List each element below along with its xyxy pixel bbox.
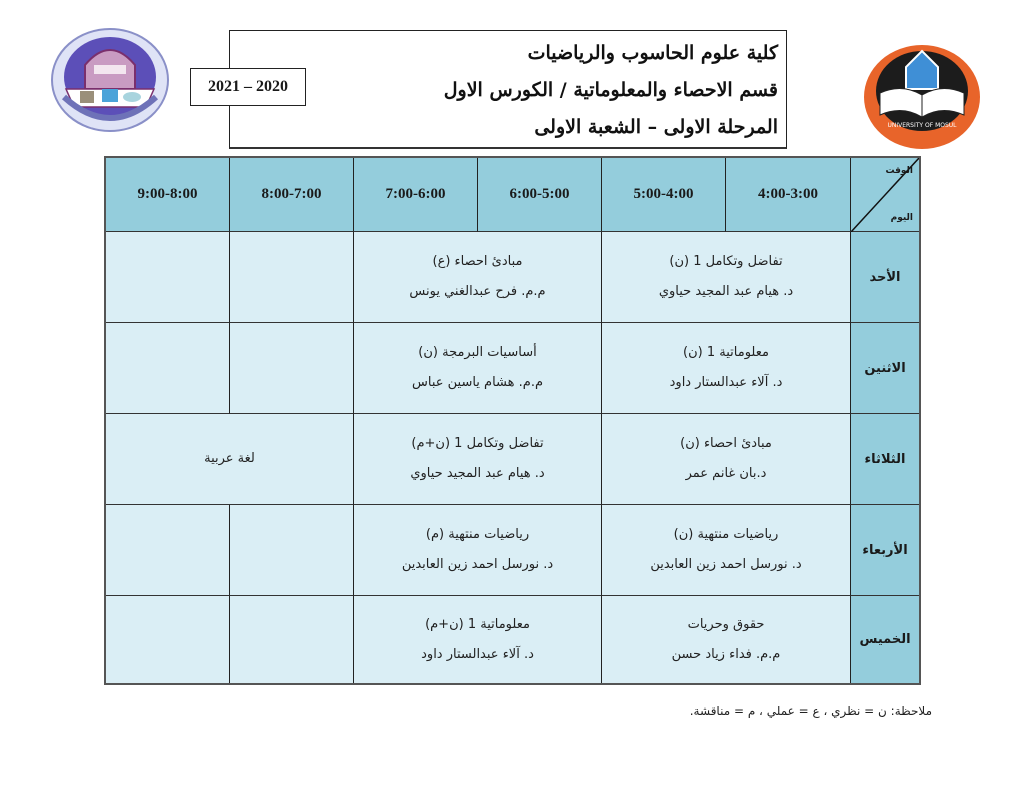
title-box xyxy=(229,30,787,149)
session-cell xyxy=(602,323,851,414)
timetable xyxy=(104,156,921,685)
empty-cell xyxy=(230,596,354,683)
session-cell xyxy=(354,505,602,596)
session-instructor: د.بان غانم عمر xyxy=(685,466,767,481)
empty-cell xyxy=(106,505,230,596)
session-cell xyxy=(354,232,602,323)
time-slot-header: 9:00-8:00 xyxy=(106,158,230,232)
session-subject: مبادئ احصاء (ن) xyxy=(680,436,772,451)
empty-cell xyxy=(230,232,354,323)
session-instructor: د. هيام عبد المجيد حياوي xyxy=(410,466,545,481)
session-instructor: م.م. فرح عبدالغني يونس xyxy=(409,284,546,299)
session-cell xyxy=(602,232,851,323)
time-slot-header: 4:00-3:00 xyxy=(726,158,851,232)
time-slot-header: 6:00-5:00 xyxy=(478,158,602,232)
session-instructor: د. هيام عبد المجيد حياوي xyxy=(658,284,794,299)
day-monday: الاثنين xyxy=(851,323,919,414)
session-subject: مبادئ احصاء (ع) xyxy=(432,254,523,269)
session-subject: حقوق وحريات xyxy=(687,616,765,632)
empty-cell xyxy=(230,505,354,596)
session-subject: رياضيات منتهية (م) xyxy=(425,527,530,542)
session-cell xyxy=(602,596,851,683)
session-instructor: د. آلاء عبدالستار داود xyxy=(669,375,783,390)
svg-text:UNIVERSITY OF MOSUL: UNIVERSITY OF MOSUL xyxy=(887,122,957,129)
session-subject: تفاضل وتكامل 1 (ن) xyxy=(669,254,783,269)
session-subject: رياضيات منتهية (ن) xyxy=(673,527,779,542)
university-logo xyxy=(862,43,982,151)
time-slot-header: 5:00-4:00 xyxy=(602,158,726,232)
academic-year: 2021 – 2020 xyxy=(190,68,306,106)
session-subject: معلوماتية 1 (ن+م) xyxy=(425,616,530,632)
session-cell xyxy=(354,596,602,683)
day-thursday: الخميس xyxy=(851,596,919,683)
day-label: اليوم xyxy=(890,213,913,223)
session-cell xyxy=(602,414,851,505)
day-sunday: الأحد xyxy=(851,232,919,323)
time-label: الوقت xyxy=(885,166,913,176)
college-name: كلية علوم الحاسوب والرياضيات xyxy=(527,42,778,64)
college-logo xyxy=(50,27,170,133)
stage-section: المرحلة الاولى – الشعبة الاولى xyxy=(534,116,778,138)
time-slot-header: 7:00-6:00 xyxy=(354,158,478,232)
corner-header xyxy=(851,158,919,232)
empty-cell xyxy=(106,232,230,323)
session-instructor: د. نورسل احمد زين العابدين xyxy=(650,557,802,572)
session-cell xyxy=(354,323,602,414)
session-instructor: م.م. فداء زياد حسن xyxy=(671,646,781,662)
session-subject: أساسيات البرمجة (ن) xyxy=(418,345,537,360)
empty-cell xyxy=(230,323,354,414)
department-name: قسم الاحصاء والمعلوماتية / الكورس الاول xyxy=(443,79,778,101)
session-cell xyxy=(106,414,354,505)
session-subject: تفاضل وتكامل 1 (ن+م) xyxy=(411,436,544,451)
day-tuesday: الثلاثاء xyxy=(851,414,919,505)
session-subject: لغة عربية xyxy=(204,451,255,466)
day-wednesday: الأربعاء xyxy=(851,505,919,596)
session-cell xyxy=(602,505,851,596)
legend-note: ملاحظة: ن = نظري ، ع = عملي ، م = مناقشة. xyxy=(689,704,932,718)
session-instructor: د. نورسل احمد زين العابدين xyxy=(401,557,554,572)
empty-cell xyxy=(106,323,230,414)
session-cell xyxy=(354,414,602,505)
session-instructor: د. آلاء عبدالستار داود xyxy=(421,646,534,662)
session-instructor: م.م. هشام ياسين عباس xyxy=(411,375,544,390)
time-slot-header: 8:00-7:00 xyxy=(230,158,354,232)
session-subject: معلوماتية 1 (ن) xyxy=(683,345,769,360)
empty-cell xyxy=(106,596,230,683)
